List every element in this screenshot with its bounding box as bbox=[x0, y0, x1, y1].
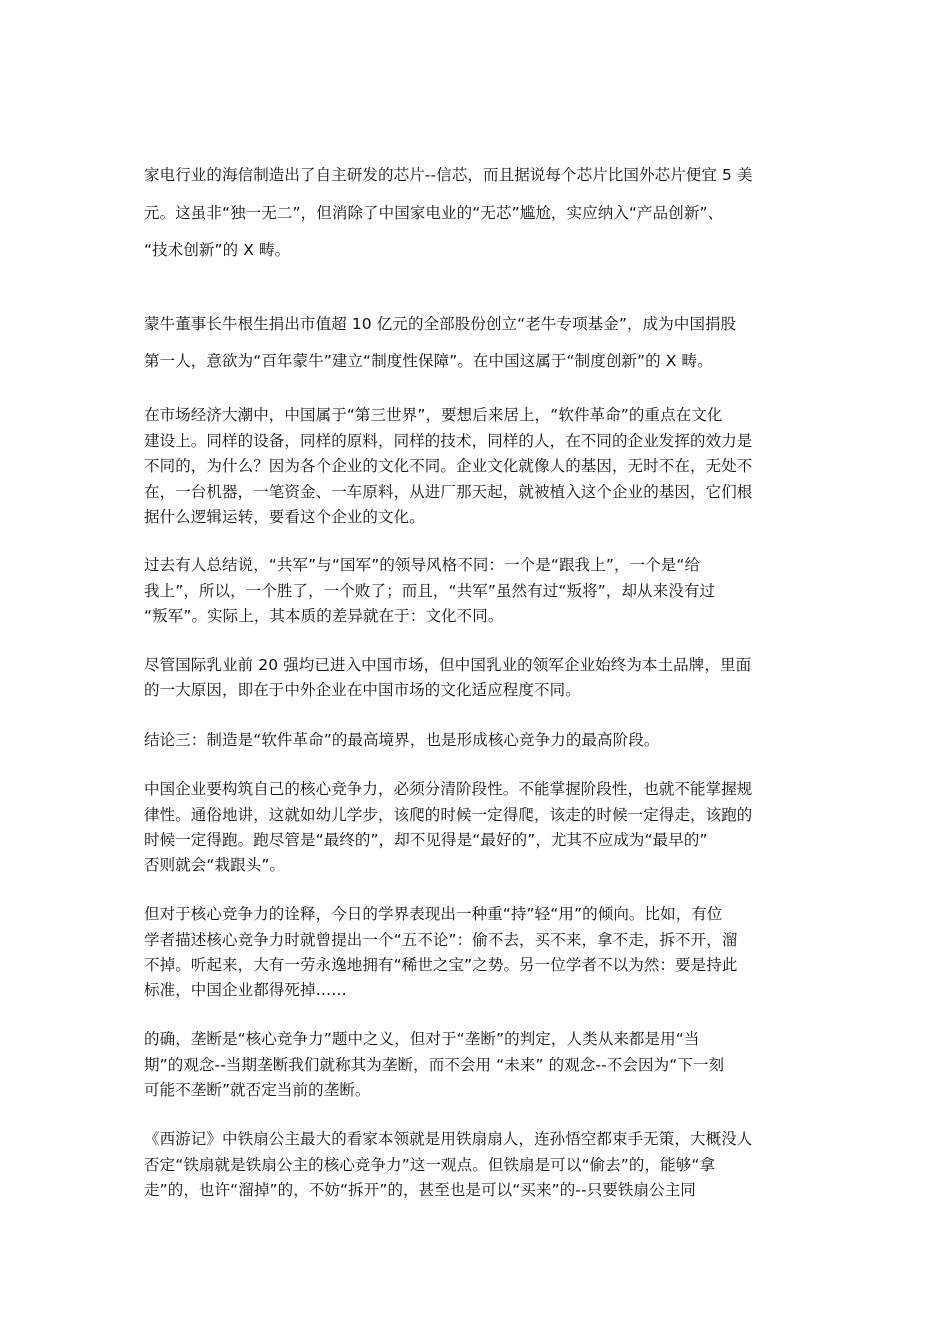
paragraph-8-line-1: 但对于核心竞争力的诠释，今日的学界表现出一种重“持”轻“用”的倾向。比如，有位 bbox=[144, 905, 723, 923]
paragraph-7-line-4: 否则就会“栽跟头”。 bbox=[144, 856, 286, 874]
paragraph-5-line-2: 的一大原因，即在于中外企业在中国市场的文化适应程度不同。 bbox=[144, 681, 581, 699]
paragraph-7-line-3: 时候一定得跑。跑尽管是“最终的”，却不见得是“最好的”，尤其不应成为“最早的” bbox=[144, 831, 708, 849]
paragraph-2-line-2: 第一人，意欲为“百年蒙牛”建立“制度性保障”。在中国这属于“制度创新”的 X 畴。 bbox=[144, 352, 713, 370]
paragraph-8-line-4: 标准，中国企业都得死掉…… bbox=[144, 981, 347, 999]
paragraph-8-line-3: 不掉。听起来，大有一劳永逸地拥有“稀世之宝”之势。另一位学者不以为然：要是持此 bbox=[144, 956, 738, 974]
paragraph-3-line-2: 建设上。同样的设备，同样的原料，同样的技术，同样的人，在不同的企业发挥的效力是 bbox=[144, 432, 753, 450]
paragraph-4-line-3: “叛军”。实际上，其本质的差异就在于：文化不同。 bbox=[144, 607, 504, 625]
paragraph-1-line-1: 家电行业的海信制造出了自主研发的芯片--信芯，而且据说每个芯片比国外芯片便宜 5 美 bbox=[144, 166, 753, 184]
paragraph-9-line-3: 可能不垄断”就否定当前的垄断。 bbox=[144, 1081, 371, 1099]
paragraph-3-line-5: 据什么逻辑运转，要看这个企业的文化。 bbox=[144, 508, 425, 526]
paragraph-2-line-1: 蒙牛董事长牛根生捐出市值超 10 亿元的全部股份创立“老牛专项基金”，成为中国捐股 bbox=[144, 315, 737, 333]
paragraph-7-line-2: 律性。通俗地讲，这就如幼儿学步，该爬的时候一定得爬，该走的时候一定得走，该跑的 bbox=[144, 806, 753, 824]
paragraph-8-line-2: 学者描述核心竞争力时就曾提出一个“五不论”：偷不去，买不来，拿不走，拆不开，溜 bbox=[144, 931, 738, 949]
paragraph-9-line-1: 的确，垄断是“核心竞争力”题中之义，但对于“垄断”的判定，人类从来都是用“当 bbox=[144, 1030, 700, 1048]
paragraph-3-line-3: 不同的，为什么？因为各个企业的文化不同。企业文化就像人的基因，无时不在，无处不 bbox=[144, 457, 753, 475]
paragraph-10-line-1: 《西游记》中铁扇公主最大的看家本领就是用铁扇扇人，连孙悟空都束手无策，大概没人 bbox=[144, 1130, 753, 1148]
paragraph-3-line-4: 在，一台机器，一笔资金、一车原料，从进厂那天起，就被植入这个企业的基因，它们根 bbox=[144, 483, 753, 501]
paragraph-10-line-3: 走”的，也许“溜掉”的，不妨“拆开”的，甚至也是可以“买来”的--只要铁扇公主同 bbox=[144, 1181, 696, 1199]
paragraph-1-line-3: “技术创新”的 X 畴。 bbox=[144, 241, 291, 259]
paragraph-9-line-2: 期”的观念--当期垄断我们就称其为垄断，而不会用 “未来” 的观念--不会因为“下一刻 bbox=[144, 1056, 725, 1074]
paragraph-10-line-2: 否定“铁扇就是铁扇公主的核心竞争力”这一观点。但铁扇是可以“偷去”的，能够“拿 bbox=[144, 1156, 716, 1174]
paragraph-3-line-1: 在市场经济大潮中，中国属于“第三世界”，要想后来居上，“软件革命”的重点在文化 bbox=[144, 406, 723, 424]
paragraph-4-line-1: 过去有人总结说，“共军”与“国军”的领导风格不同：一个是“跟我上”，一个是“给 bbox=[144, 556, 701, 574]
paragraph-6-line-1: 结论三：制造是“软件革命”的最高境界，也是形成核心竞争力的最高阶段。 bbox=[144, 731, 660, 749]
paragraph-5-line-1: 尽管国际乳业前 20 强均已进入中国市场，但中国乳业的领军企业始终为本土品牌，里面 bbox=[144, 656, 752, 674]
paragraph-7-line-1: 中国企业要构筑自己的核心竞争力，必须分清阶段性。不能掌握阶段性，也就不能掌握规 bbox=[144, 780, 753, 798]
paragraph-4-line-2: 我上”，所以，一个胜了，一个败了；而且，“共军”虽然有过“叛将”，却从来没有过 bbox=[144, 582, 716, 600]
paragraph-1-line-2: 元。这虽非“独一无二”，但消除了中国家电业的“无芯”尴尬，实应纳入“产品创新”、 bbox=[144, 204, 724, 222]
